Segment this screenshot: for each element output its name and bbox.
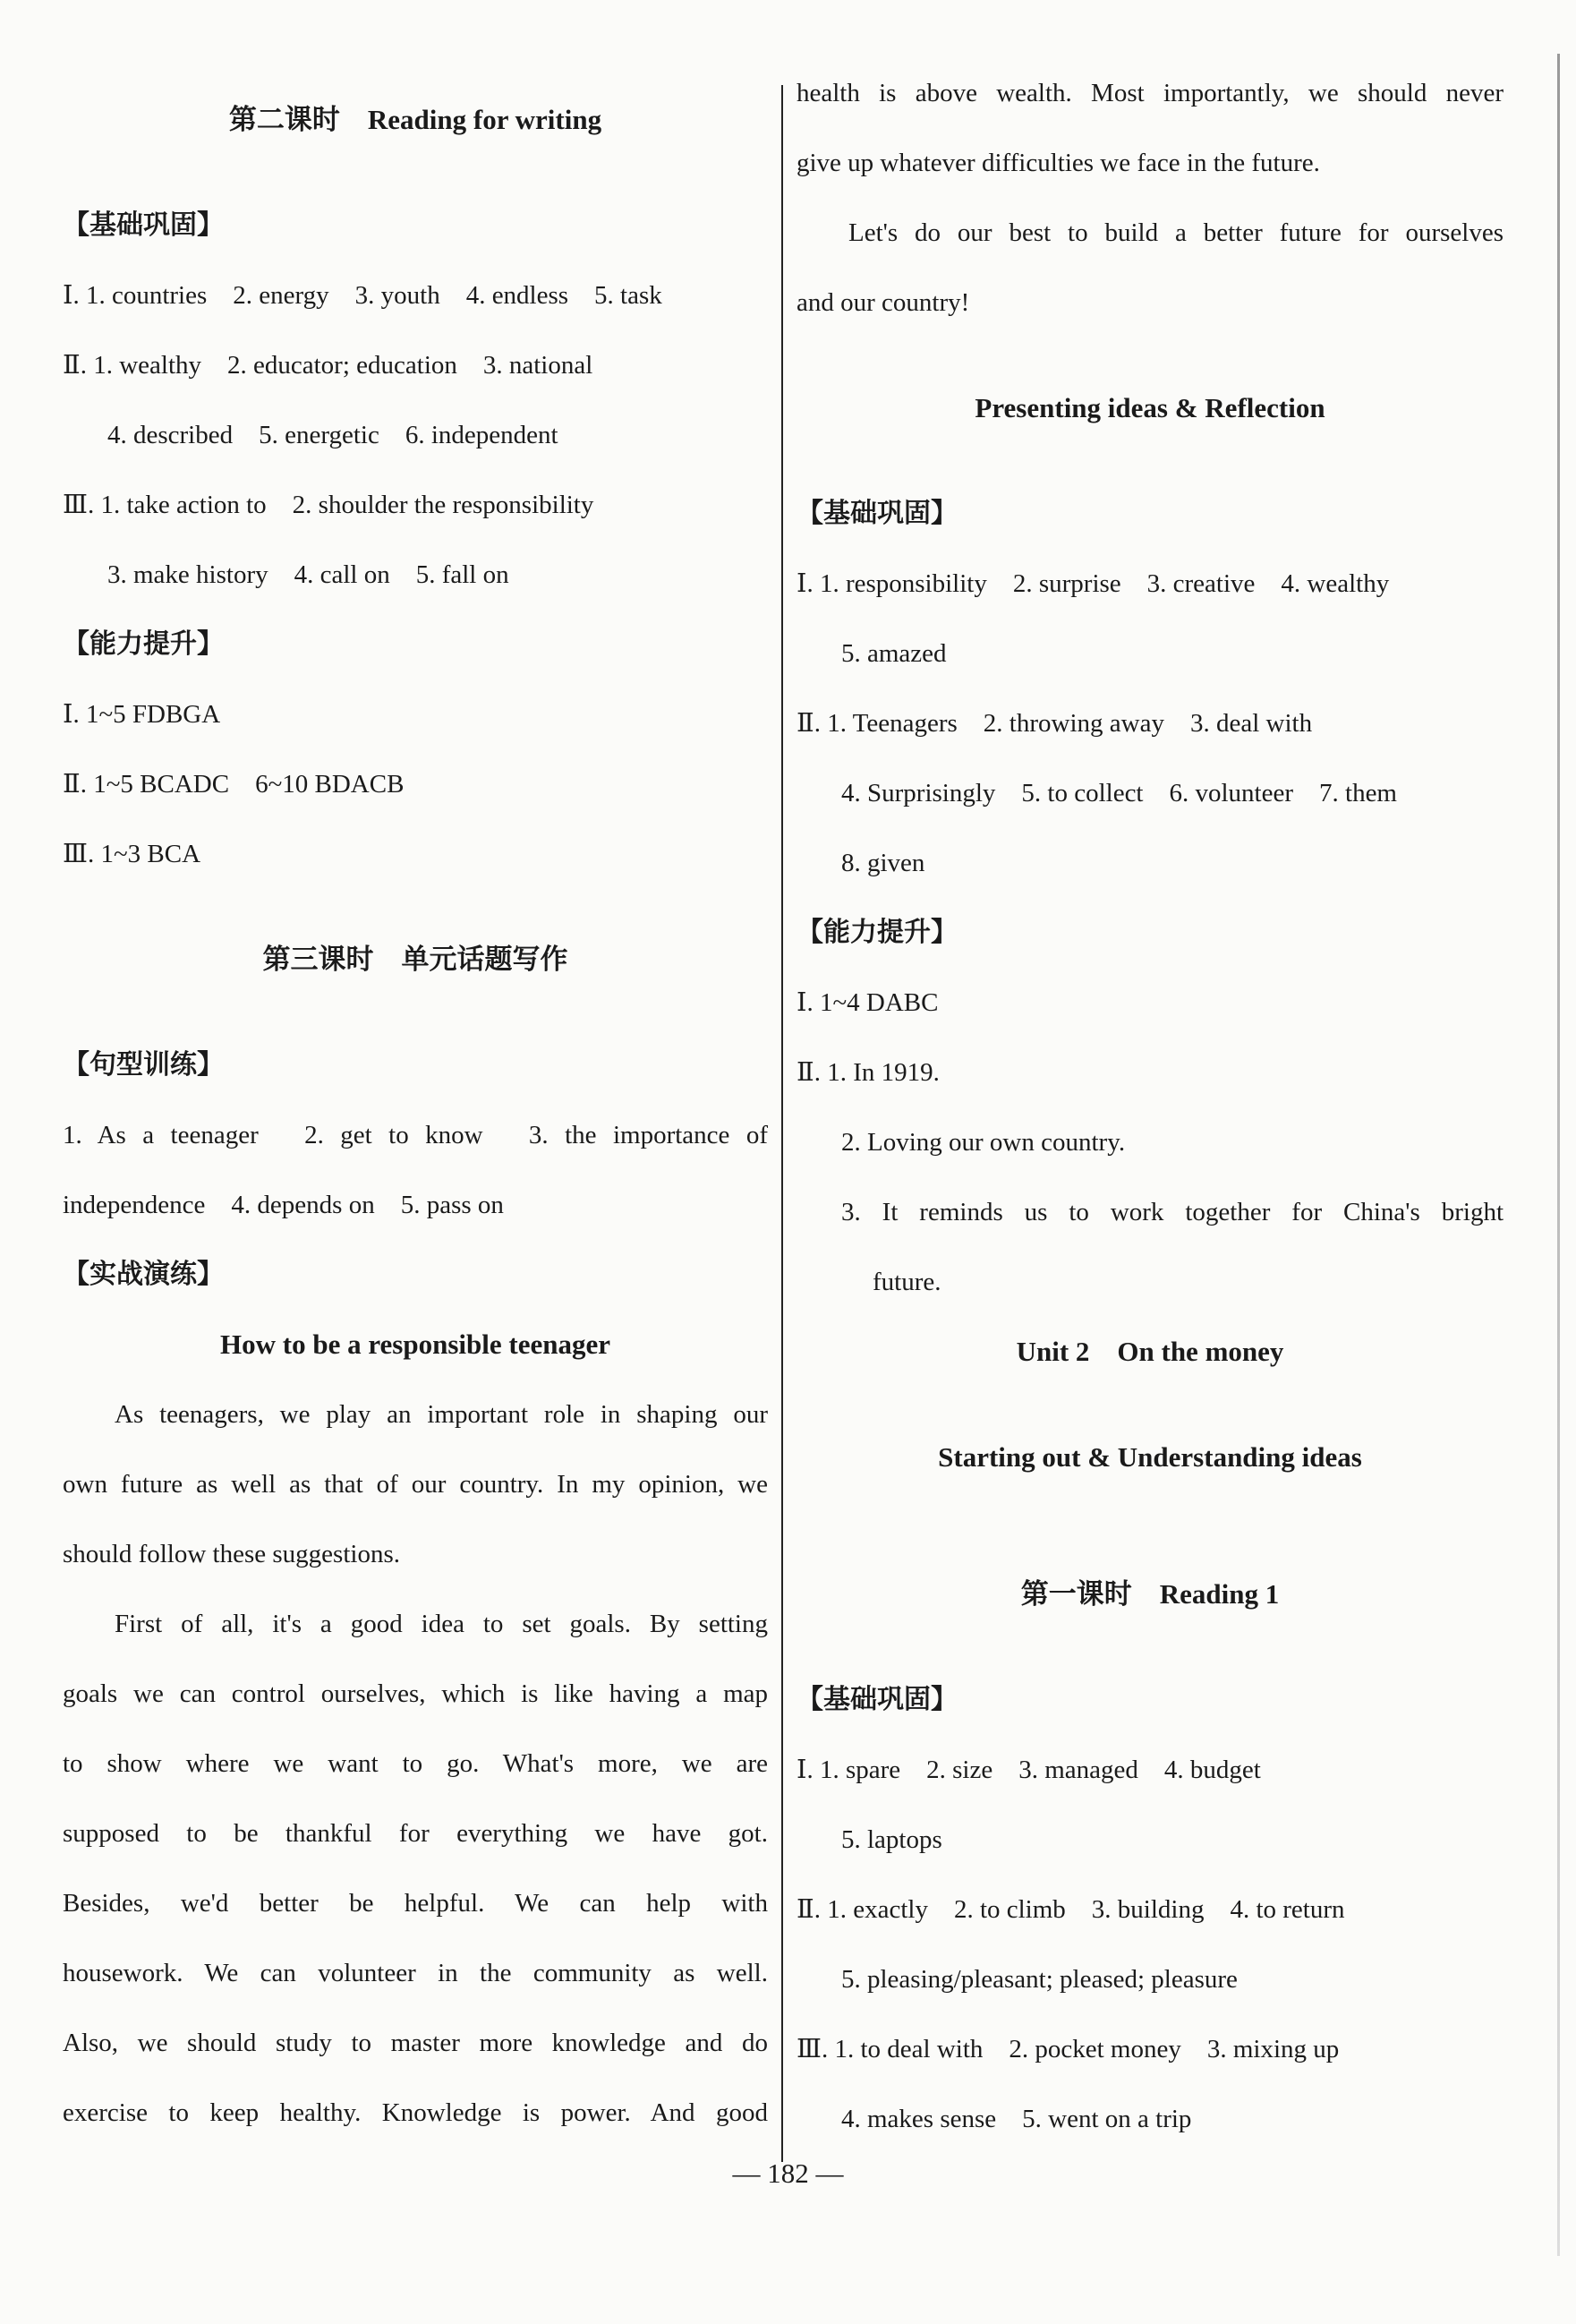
answer-line: 5. laptops bbox=[841, 1825, 942, 1854]
unit-title: Unit 2 On the money bbox=[1016, 1336, 1284, 1367]
essay-line: Also, we should study to master more knowledge and do bbox=[63, 2029, 768, 2057]
answer-line: Ⅱ. 1. exactly 2. to climb 3. building 4. to return bbox=[797, 1895, 1345, 1924]
section-heading: 【句型训练】 bbox=[63, 1049, 224, 1081]
page-number: — 182 — bbox=[732, 2157, 844, 2189]
answer-line: 4. described 5. energetic 6. independent bbox=[107, 421, 558, 449]
section-heading: 【基础巩固】 bbox=[797, 498, 958, 529]
answer-line: Ⅱ. 1~5 BCADC 6~10 BDACB bbox=[63, 770, 405, 799]
answer-line: Ⅱ. 1. In 1919. bbox=[797, 1058, 940, 1087]
answer-line: 3. make history 4. call on 5. fall on bbox=[107, 560, 509, 589]
lesson-title: 第一课时 Reading 1 bbox=[1020, 1578, 1280, 1610]
section-heading: 【能力提升】 bbox=[63, 628, 224, 660]
left-column bbox=[63, 85, 768, 2148]
answer-line: Ⅲ. 1. take action to 2. shoulder the responsibility bbox=[63, 491, 594, 519]
answer-line: Ⅰ. 1. spare 2. size 3. managed 4. budget bbox=[797, 1756, 1261, 1784]
essay-line: give up whatever difficulties we face in the future. bbox=[797, 149, 1320, 177]
answer-line: 5. amazed bbox=[841, 639, 947, 668]
section-heading: 【基础巩固】 bbox=[797, 1684, 958, 1715]
page-edge bbox=[1557, 54, 1560, 2256]
essay-line: First of all, it's a good idea to set goals. By setting bbox=[115, 1610, 768, 1638]
answer-line: 1. As a teenager 2. get to know 3. the importance of bbox=[63, 1121, 768, 1149]
answer-line: 4. Surprisingly 5. to collect 6. volunteer 7. them bbox=[841, 779, 1397, 807]
right-column bbox=[797, 79, 1504, 2154]
lesson-title: 第三课时 单元话题写作 bbox=[262, 944, 568, 975]
essay-line: and our country! bbox=[797, 288, 970, 317]
answer-line: 2. Loving our own country. bbox=[841, 1128, 1126, 1157]
answer-line: 3. It reminds us to work together for China's bright bbox=[841, 1198, 1504, 1226]
essay-title: How to be a responsible teenager bbox=[220, 1329, 610, 1360]
essay-line: to show where we want to go. What's more, we are bbox=[63, 1749, 768, 1778]
essay-line: As teenagers, we play an important role in shaping our bbox=[115, 1400, 768, 1429]
essay-line: supposed to be thankful for everything we have got. bbox=[63, 1819, 768, 1848]
essay-line: health is above wealth. Most importantly, we should never bbox=[797, 79, 1504, 107]
section-heading: 【基础巩固】 bbox=[63, 209, 224, 241]
answer-line: Ⅱ. 1. Teenagers 2. throwing away 3. deal with bbox=[797, 709, 1313, 738]
answer-line: independence 4. depends on 5. pass on bbox=[63, 1191, 504, 1219]
answer-line: Ⅲ. 1~3 BCA bbox=[63, 840, 201, 868]
answer-line: 5. pleasing/pleasant; pleased; pleasure bbox=[841, 1965, 1238, 1994]
essay-line: exercise to keep healthy. Knowledge is power. And good bbox=[63, 2098, 768, 2127]
essay-line: goals we can control ourselves, which is like having a map bbox=[63, 1679, 768, 1708]
essay-line: Let's do our best to build a better future for ourselves bbox=[848, 218, 1504, 247]
answer-line: Ⅰ. 1~4 DABC bbox=[797, 988, 939, 1017]
section-heading: 【能力提升】 bbox=[797, 917, 958, 948]
answer-line: Ⅱ. 1. wealthy 2. educator; education 3. national bbox=[63, 351, 593, 380]
essay-line: Besides, we'd better be helpful. We can help with bbox=[63, 1889, 768, 1918]
column-divider bbox=[781, 85, 783, 2162]
essay-line: should follow these suggestions. bbox=[63, 1540, 400, 1568]
essay-line: own future as well as that of our country. In my opinion, we bbox=[63, 1470, 768, 1499]
answer-line: Ⅰ. 1. responsibility 2. surprise 3. creative 4. wealthy bbox=[797, 569, 1390, 598]
answer-line: Ⅰ. 1. countries 2. energy 3. youth 4. endless 5. task bbox=[63, 281, 662, 310]
answer-line: 8. given bbox=[841, 849, 925, 877]
answer-line: Ⅰ. 1~5 FDBGA bbox=[63, 700, 221, 729]
lesson-title: Presenting ideas & Reflection bbox=[975, 392, 1325, 423]
answer-line: Ⅲ. 1. to deal with 2. pocket money 3. mixing up bbox=[797, 2035, 1340, 2063]
answer-line: future. bbox=[873, 1268, 941, 1296]
lesson-title: 第二课时 Reading for writing bbox=[228, 104, 602, 135]
section-heading: 【实战演练】 bbox=[63, 1259, 224, 1290]
answer-line: 4. makes sense 5. went on a trip bbox=[841, 2105, 1192, 2133]
unit-subtitle: Starting out & Understanding ideas bbox=[938, 1441, 1362, 1473]
essay-line: housework. We can volunteer in the community as well. bbox=[63, 1959, 768, 1987]
